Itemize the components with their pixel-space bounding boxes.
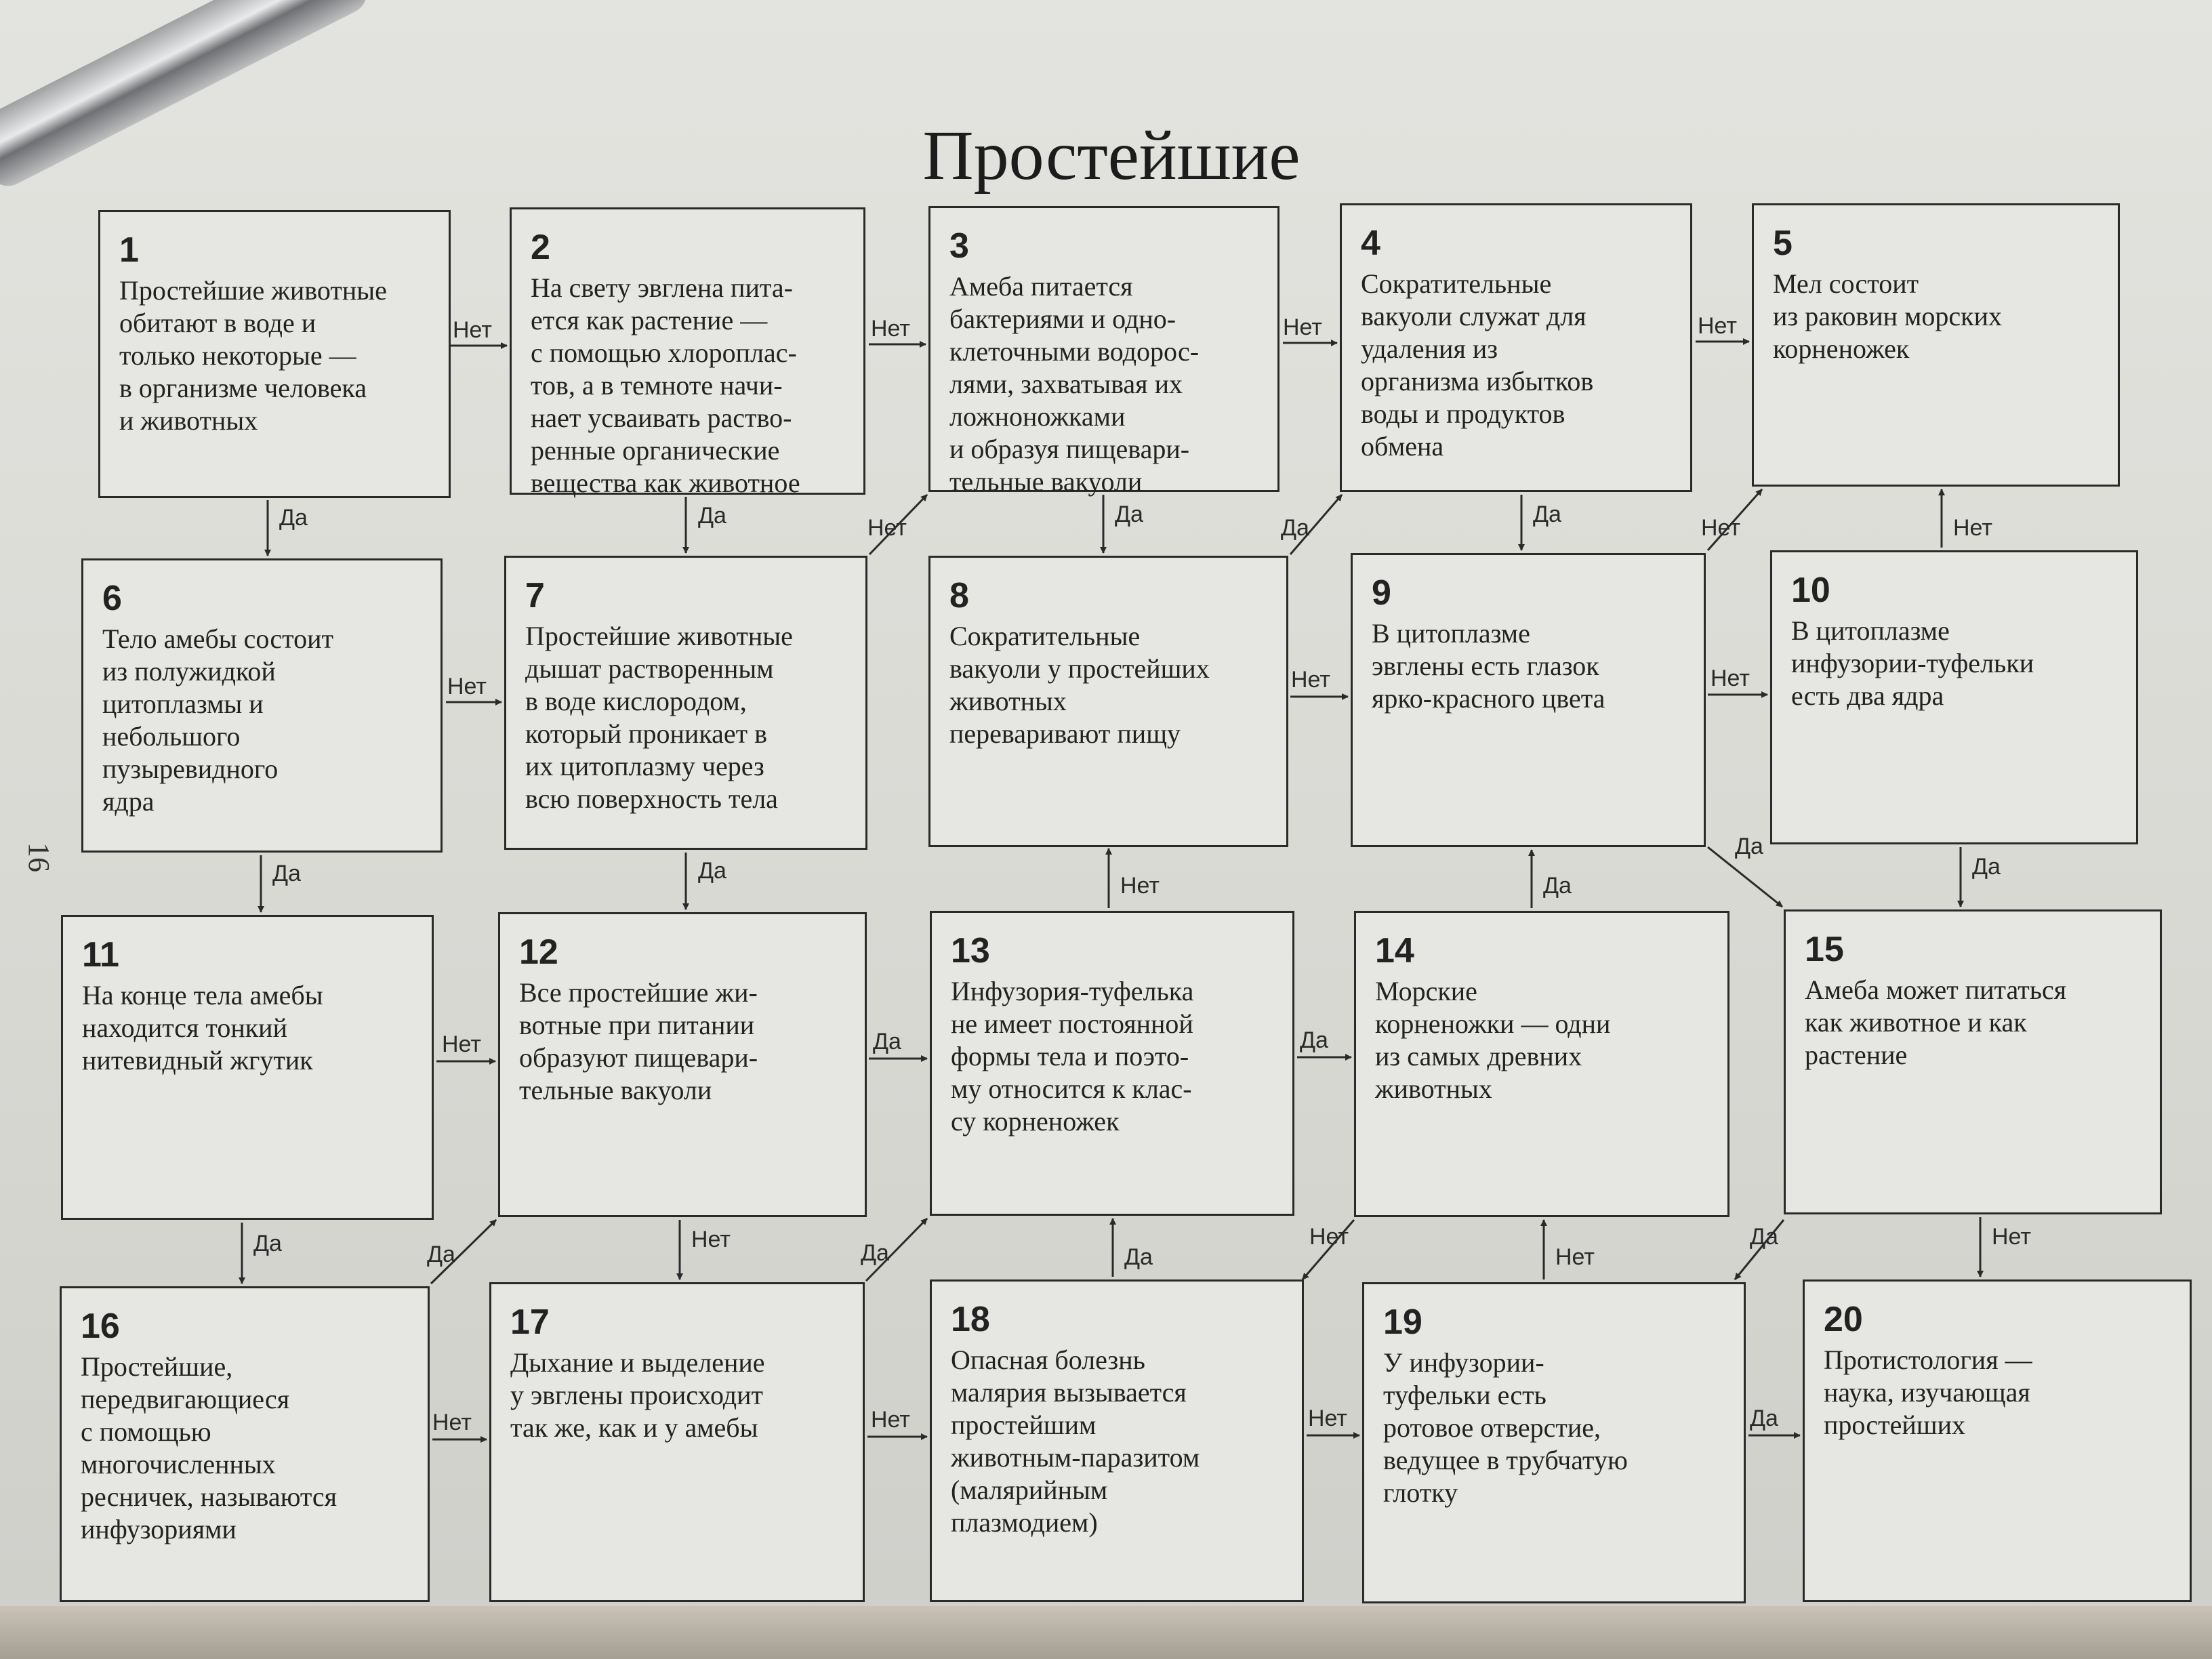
arrow-label-4-to-9: Да bbox=[1533, 501, 1561, 527]
arrow-label-19-to-14: Нет bbox=[1555, 1244, 1595, 1270]
arrow-label-9-to-15: Да bbox=[1735, 834, 1763, 859]
arrow-label-2-to-7: Да bbox=[698, 503, 726, 529]
box-number: 3 bbox=[949, 226, 969, 266]
arrow-label-2-to-3: Нет bbox=[871, 316, 910, 342]
box-text: Мел состоит из раковин морских корненожек bbox=[1773, 268, 2002, 364]
box-text: У инфузории- туфельки есть ротовое отверстие, ведущее в трубчатую глотку bbox=[1383, 1347, 1628, 1508]
arrow-label-17-to-13: Да bbox=[861, 1240, 889, 1266]
box-text: В цитоплазме инфузории-туфельки есть два ядра bbox=[1791, 615, 2034, 711]
arrow-label-15-to-19: Да bbox=[1750, 1224, 1778, 1250]
box-number: 12 bbox=[519, 933, 558, 972]
box-text: Простейшие животные обитают в воде и только некоторые — в организме человека и животных bbox=[119, 275, 387, 436]
box-text: Все простейшие жи- вотные при питании образуют пищевари- тельные вакуоли bbox=[519, 977, 758, 1105]
box-text: Амеба может питаться как животное и как растение bbox=[1805, 975, 2067, 1070]
arrow-label-12-to-17: Нет bbox=[691, 1227, 731, 1252]
arrow-label-13-to-8: Нет bbox=[1120, 873, 1160, 899]
arrow-label-7-to-3: Нет bbox=[867, 515, 907, 541]
page-number: 16 bbox=[22, 842, 56, 872]
box-text: Амеба питается бактериями и одно- клеточными водорос- лями, захватывая их ложноножками и образуя пищевари- тельные вакуоли bbox=[949, 271, 1200, 497]
arrow-label-16-to-12: Да bbox=[427, 1242, 455, 1267]
arrow-label-17-to-18: Нет bbox=[871, 1407, 910, 1433]
box-text: На свету эвглена пита- ется как растение — с помощью хлороплас- тов, а в темноте начи- нает усваивать раство- ренные органические вещества как животное bbox=[531, 272, 800, 498]
arrow-label-18-to-13: Да bbox=[1124, 1244, 1153, 1270]
arrow-label-4-to-5: Нет bbox=[1698, 313, 1737, 339]
box-number: 20 bbox=[1824, 1300, 1863, 1339]
box-number: 6 bbox=[102, 579, 122, 618]
box-number: 17 bbox=[510, 1303, 550, 1342]
box-text: На конце тела амебы находится тонкий нитевидный жгутик bbox=[82, 980, 323, 1076]
box-text: Сократительные вакуоли служат для удаления из организма избытков воды и продуктов обмена bbox=[1361, 268, 1594, 462]
box-text: Протистология — наука, изучающая простейших bbox=[1824, 1345, 2032, 1440]
arrow-label-1-to-6: Да bbox=[279, 505, 308, 531]
box-text: Простейшие, передвигающиеся с помощью многочисленных ресничек, называются инфузориями bbox=[81, 1351, 337, 1544]
box-text: Простейшие животные дышат растворенным в воде кислородом, который проникает в их цитоплазму через всю поверхность тела bbox=[525, 621, 793, 814]
arrow-label-15-to-20: Нет bbox=[1992, 1224, 2031, 1250]
box-text: Морские корненожки — одни из самых древних животных bbox=[1375, 976, 1611, 1104]
arrow-label-16-to-17: Нет bbox=[432, 1410, 472, 1435]
arrow-label-11-to-16: Да bbox=[253, 1231, 282, 1256]
box-text: Дыхание и выделение у эвглены происходит так же, как и у амебы bbox=[510, 1347, 765, 1443]
box-number: 5 bbox=[1773, 224, 1793, 263]
arrow-label-10-to-5: Нет bbox=[1953, 515, 1992, 541]
arrow-label-1-to-2: Нет bbox=[453, 317, 492, 343]
page-title: Простейшие bbox=[922, 117, 1300, 194]
box-number: 2 bbox=[531, 228, 550, 267]
box-number: 19 bbox=[1383, 1303, 1422, 1342]
box-number: 13 bbox=[951, 931, 990, 970]
arrow-label-11-to-12: Нет bbox=[442, 1031, 481, 1057]
box-text: Тело амебы состоит из полужидкой цитоплазмы и небольшого пузыревидного ядра bbox=[102, 623, 334, 817]
arrow-label-10-to-15: Да bbox=[1972, 854, 2001, 880]
box-number: 16 bbox=[81, 1307, 120, 1346]
box-number: 4 bbox=[1361, 224, 1380, 263]
arrow-label-18-to-19: Нет bbox=[1308, 1406, 1347, 1431]
arrow-label-9-to-10: Нет bbox=[1711, 665, 1750, 691]
arrow-label-13-to-14: Да bbox=[1300, 1027, 1328, 1053]
arrow-label-12-to-13: Да bbox=[873, 1029, 901, 1054]
box-number: 15 bbox=[1805, 930, 1844, 969]
arrow-label-3-to-4: Нет bbox=[1283, 314, 1322, 340]
box-number: 1 bbox=[119, 230, 139, 270]
arrow-label-9-to-5: Нет bbox=[1701, 515, 1740, 541]
arrow-label-6-to-7: Нет bbox=[447, 674, 487, 699]
box-number: 14 bbox=[1375, 931, 1414, 970]
arrow-label-8-to-4: Да bbox=[1281, 515, 1309, 541]
arrow-label-19-to-20: Да bbox=[1750, 1406, 1778, 1431]
box-number: 7 bbox=[525, 576, 545, 615]
arrow-label-14-to-18: Нет bbox=[1309, 1224, 1349, 1250]
arrow-label-14-to-9: Да bbox=[1543, 873, 1572, 899]
box-number: 8 bbox=[949, 576, 969, 615]
arrow-label-8-to-9: Нет bbox=[1291, 667, 1330, 693]
box-number: 9 bbox=[1372, 573, 1391, 613]
box-text: Инфузория-туфелька не имеет постоянной формы тела и поэто- му относится к клас- су корненожек bbox=[951, 976, 1194, 1136]
box-number: 11 bbox=[82, 935, 119, 975]
arrow-label-7-to-12: Да bbox=[698, 858, 726, 884]
box-text: В цитоплазме эвглены есть глазок ярко-красного цвета bbox=[1372, 618, 1605, 714]
arrow-label-3-to-8: Да bbox=[1115, 501, 1143, 527]
box-text: Сократительные вакуоли у простейших животных переваривают пищу bbox=[949, 621, 1210, 749]
box-number: 10 bbox=[1791, 571, 1830, 610]
arrow-label-6-to-11: Да bbox=[272, 861, 301, 886]
box-text: Опасная болезнь малярия вызывается простейшим животным-паразитом (малярийным плазмодием) bbox=[951, 1345, 1200, 1538]
box-number: 18 bbox=[951, 1300, 990, 1339]
